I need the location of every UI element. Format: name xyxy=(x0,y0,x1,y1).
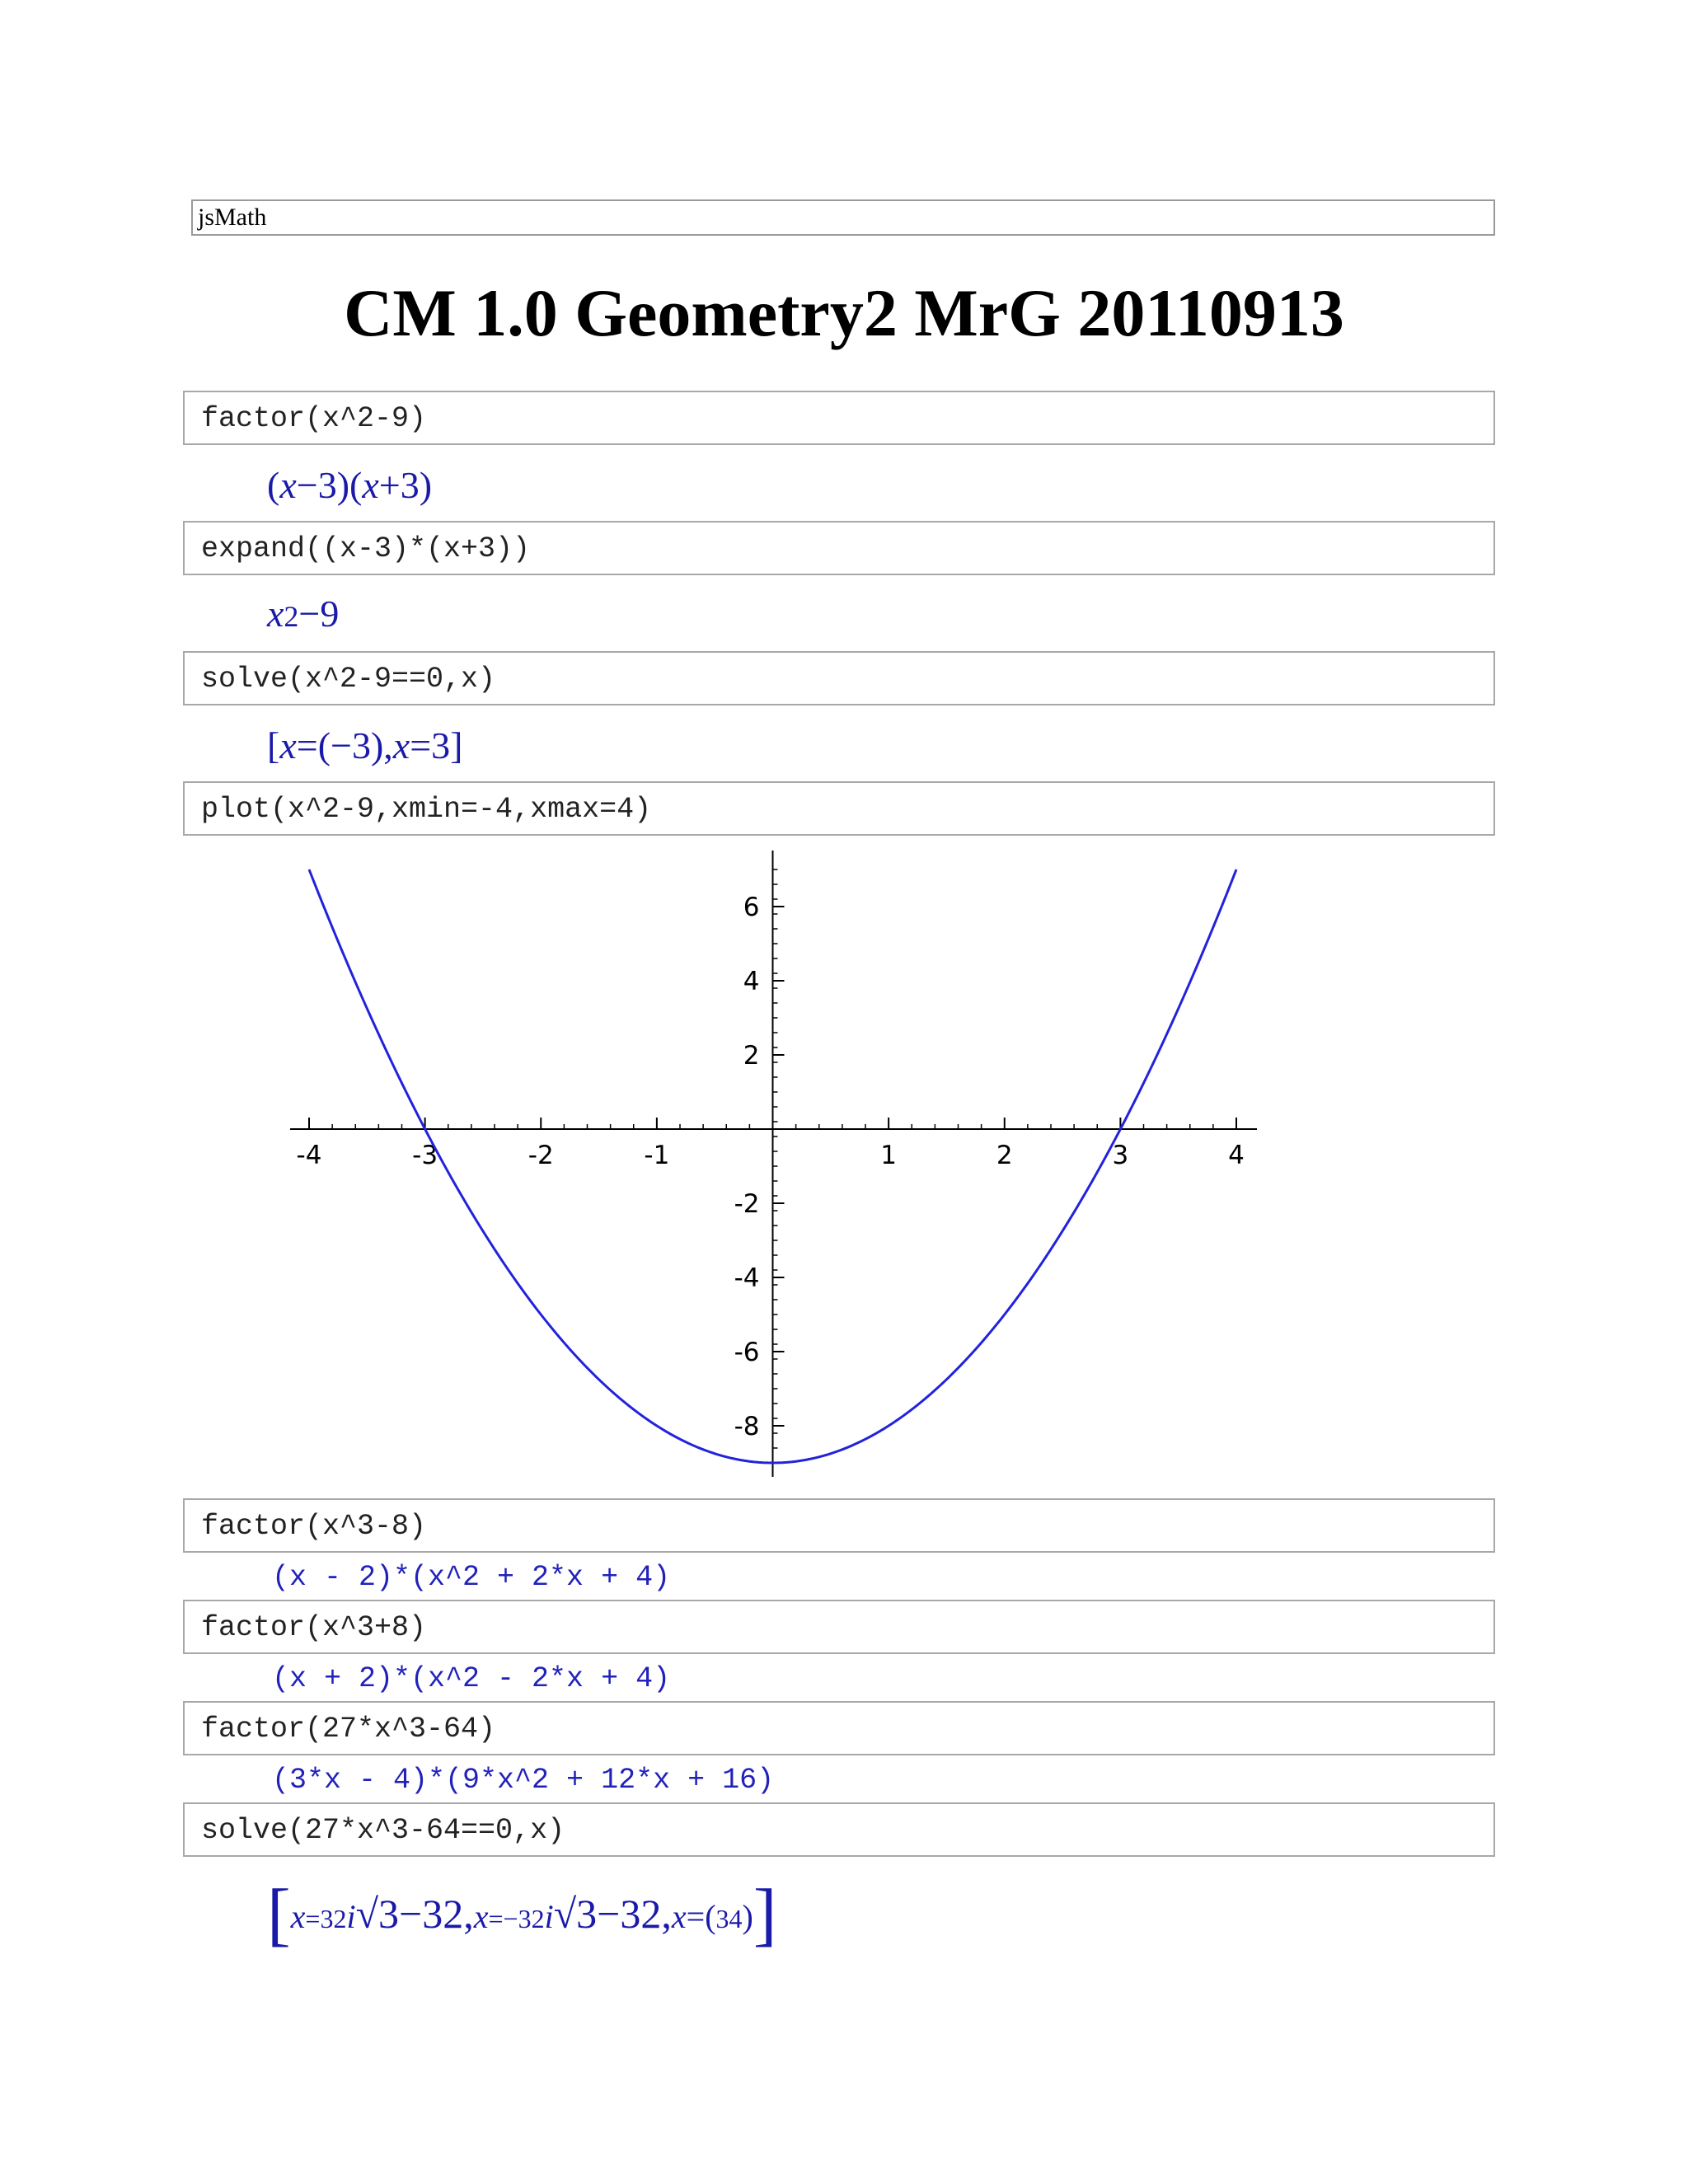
x-tick-label: 2 xyxy=(996,1141,1013,1170)
input-cell-7[interactable]: factor(27*x^3-64) xyxy=(183,1701,1495,1755)
output-cell-1: (x−3)(x+3) xyxy=(267,464,433,506)
plot-chart xyxy=(280,849,1269,1483)
x-tick-label: -3 xyxy=(412,1141,438,1170)
input-cell-8[interactable]: solve(27*x^3-64==0,x) xyxy=(183,1802,1495,1857)
output-cell-6: (x + 2)*(x^2 - 2*x + 4) xyxy=(272,1662,671,1695)
output-cell-3: [x=(−3),x=3] xyxy=(267,724,463,766)
input-cell-1[interactable]: factor(x^2-9) xyxy=(183,391,1495,445)
page-title: CM 1.0 Geometry2 MrG 20110913 xyxy=(344,275,1344,350)
x-tick-label: -1 xyxy=(644,1141,670,1170)
input-cell-4[interactable]: plot(x^2-9,xmin=-4,xmax=4) xyxy=(183,781,1495,836)
y-tick-label: -8 xyxy=(734,1412,760,1441)
x-tick-label: 1 xyxy=(880,1141,897,1170)
y-tick-label: -2 xyxy=(734,1189,760,1219)
x-tick-label: -4 xyxy=(296,1141,322,1170)
x-tick-label: 3 xyxy=(1112,1141,1129,1170)
x-tick-label: -2 xyxy=(528,1141,554,1170)
output-cell-5: (x - 2)*(x^2 + 2*x + 4) xyxy=(272,1561,671,1594)
x-tick-label: 4 xyxy=(1228,1141,1245,1170)
jsmath-label[interactable]: jsMath xyxy=(191,199,1495,236)
y-tick-label: 2 xyxy=(743,1041,760,1071)
plot-tick-labels xyxy=(297,893,1245,1441)
output-cell-7: (3*x - 4)*(9*x^2 + 12*x + 16) xyxy=(272,1764,775,1797)
input-cell-6[interactable]: factor(x^3+8) xyxy=(183,1600,1495,1654)
output-cell-8: [x=32i√3−32,x=−32i√3−32,x=(34)] xyxy=(267,1874,777,1953)
y-tick-label: 4 xyxy=(743,967,760,996)
input-cell-5[interactable]: factor(x^3-8) xyxy=(183,1498,1495,1553)
input-cell-2[interactable]: expand((x-3)*(x+3)) xyxy=(183,521,1495,575)
y-tick-label: 6 xyxy=(743,893,760,922)
plot-ticks xyxy=(309,869,1236,1463)
y-tick-label: -4 xyxy=(734,1263,760,1293)
output-cell-2: x2−9 xyxy=(267,593,340,635)
input-cell-3[interactable]: solve(x^2-9==0,x) xyxy=(183,651,1495,705)
y-tick-label: -6 xyxy=(734,1338,760,1367)
